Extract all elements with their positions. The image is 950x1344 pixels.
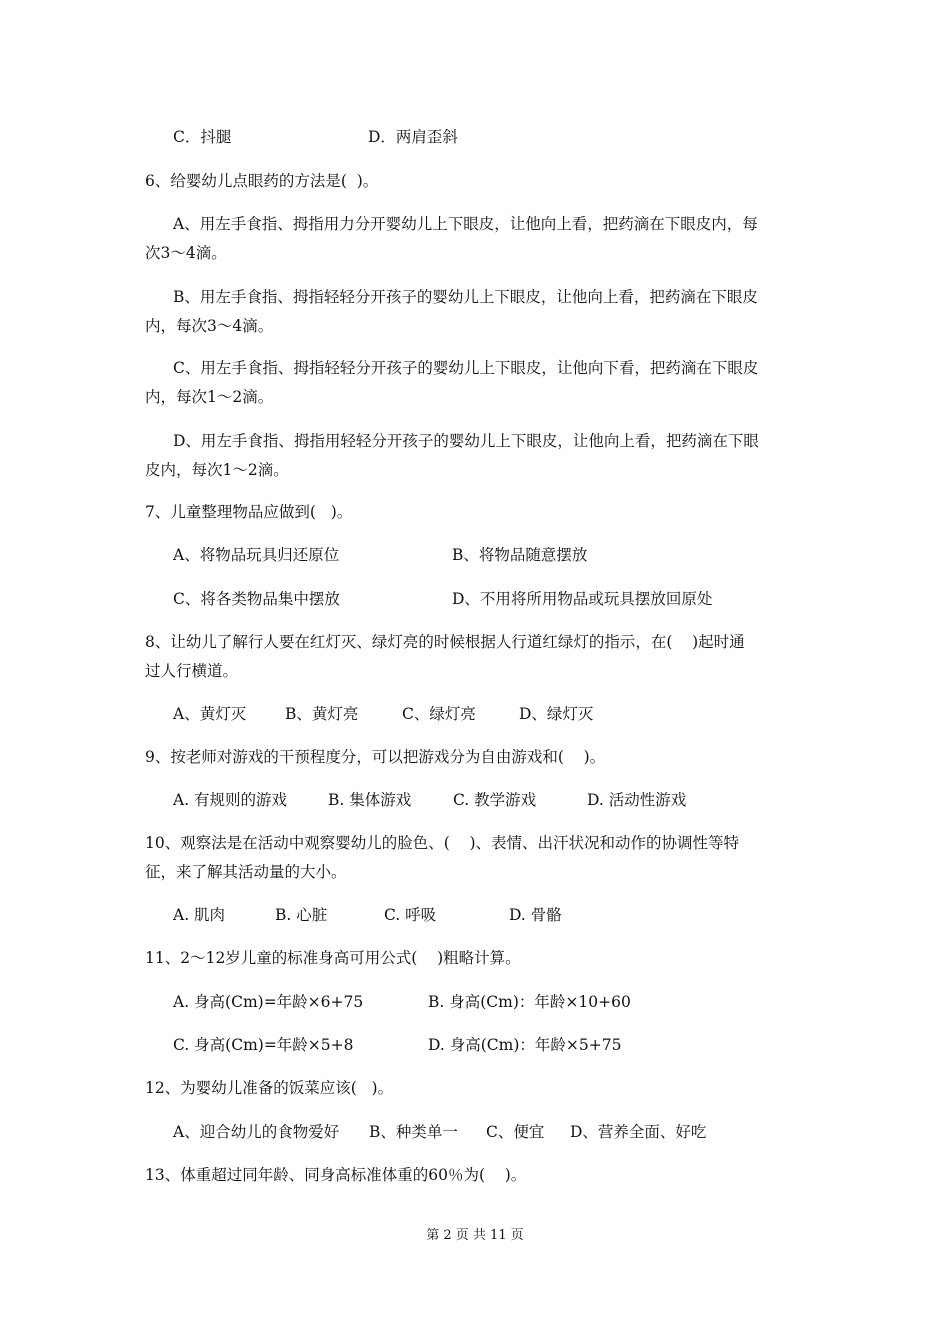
q11-stem: 11、2～12岁儿童的标准身高可用公式( )粗略计算。 bbox=[145, 949, 521, 967]
q7-option-c: C、将各类物品集中摆放 bbox=[173, 590, 340, 608]
q9-option-b: B. 集体游戏 bbox=[328, 791, 412, 809]
q8-option-b: B、黄灯亮 bbox=[285, 705, 359, 723]
q12-option-d: D、营养全面、好吃 bbox=[570, 1123, 707, 1141]
q10-option-b: B. 心脏 bbox=[275, 906, 328, 924]
q12-option-a: A、迎合幼儿的食物爱好 bbox=[173, 1123, 340, 1141]
q8-option-a: A、黄灯灭 bbox=[173, 705, 247, 723]
q10-stem-line1: 10、观察法是在活动中观察婴幼儿的脸色、( )、表情、出汗状况和动作的协调性等特 bbox=[145, 834, 740, 852]
q6-option-d-line1: D、用左手食指、拇指用轻轻分开孩子的婴幼儿上下眼皮，让他向上看，把药滴在下眼 bbox=[173, 432, 759, 450]
q6-stem: 6、给婴幼儿点眼药的方法是( )。 bbox=[145, 172, 379, 190]
q10-option-c: C. 呼吸 bbox=[384, 906, 437, 924]
q5-option-c: C．抖腿 bbox=[173, 128, 232, 146]
q8-options bbox=[173, 704, 593, 724]
q6-option-a-line2: 次3～4滴。 bbox=[145, 244, 227, 262]
q8-stem-line1: 8、让幼儿了解行人要在红灯灭、绿灯亮的时候根据人行道红绿灯的指示，在( )起时通 bbox=[145, 633, 745, 651]
q8-option-c: C、绿灯亮 bbox=[402, 705, 476, 723]
q9-option-c: C. 教学游戏 bbox=[453, 791, 537, 809]
q10-options bbox=[173, 905, 562, 925]
q11-option-b: B. 身高(Cm)：年龄×10+60 bbox=[428, 993, 631, 1011]
q6-option-a-line1: A、用左手食指、拇指用力分开婴幼儿上下眼皮，让他向上看，把药滴在下眼皮内，每 bbox=[173, 215, 758, 233]
q9-option-d: D. 活动性游戏 bbox=[587, 791, 687, 809]
q5-option-d: D．两肩歪斜 bbox=[368, 128, 458, 146]
q11-option-a: A. 身高(Cm)=年龄×6+75 bbox=[173, 993, 364, 1011]
q11-option-d: D. 身高(Cm)：年龄×5+75 bbox=[428, 1036, 622, 1054]
q6-option-d-line2: 皮内，每次1～2滴。 bbox=[145, 461, 289, 479]
q12-option-b: B、种类单一 bbox=[369, 1123, 458, 1141]
q7-option-b: B、将物品随意摆放 bbox=[452, 546, 588, 564]
q7-stem: 7、儿童整理物品应做到( )。 bbox=[145, 503, 353, 521]
q13-stem: 13、体重超过同年龄、同身高标准体重的60％为( )。 bbox=[145, 1166, 527, 1184]
q11-option-c: C. 身高(Cm)=年龄×5+8 bbox=[173, 1036, 354, 1054]
q10-stem-line2: 征，来了解其活动量的大小。 bbox=[145, 863, 347, 881]
q6-option-b-line1: B、用左手食指、拇指轻轻分开孩子的婴幼儿上下眼皮，让他向上看，把药滴在下眼皮 bbox=[173, 288, 758, 306]
q9-option-a: A. 有规则的游戏 bbox=[173, 791, 288, 809]
q6-option-c-line2: 内，每次1～2滴。 bbox=[145, 388, 274, 406]
q10-option-a: A. 肌肉 bbox=[173, 906, 226, 924]
q6-option-c-line1: C、用左手食指、拇指轻轻分开孩子的婴幼儿上下眼皮，让他向下看，把药滴在下眼皮 bbox=[173, 359, 759, 377]
q6-option-b-line2: 内，每次3～4滴。 bbox=[145, 317, 274, 335]
q12-options bbox=[173, 1122, 706, 1142]
q12-option-c: C、便宜 bbox=[486, 1123, 545, 1141]
q8-option-d: D、绿灯灭 bbox=[519, 705, 594, 723]
q9-stem: 9、按老师对游戏的干预程度分，可以把游戏分为自由游戏和( )。 bbox=[145, 748, 606, 766]
q10-option-d: D. 骨骼 bbox=[509, 906, 562, 924]
q12-stem: 12、为婴幼儿准备的饭菜应该( )。 bbox=[145, 1079, 394, 1097]
q7-option-d: D、不用将所用物品或玩具摆放回原处 bbox=[452, 590, 713, 608]
q7-option-a: A、将物品玩具归还原位 bbox=[173, 546, 340, 564]
q8-stem-line2: 过人行横道。 bbox=[145, 662, 239, 680]
page-footer: 第 2 页 共 11 页 bbox=[426, 1228, 524, 1243]
q9-options bbox=[173, 790, 686, 810]
